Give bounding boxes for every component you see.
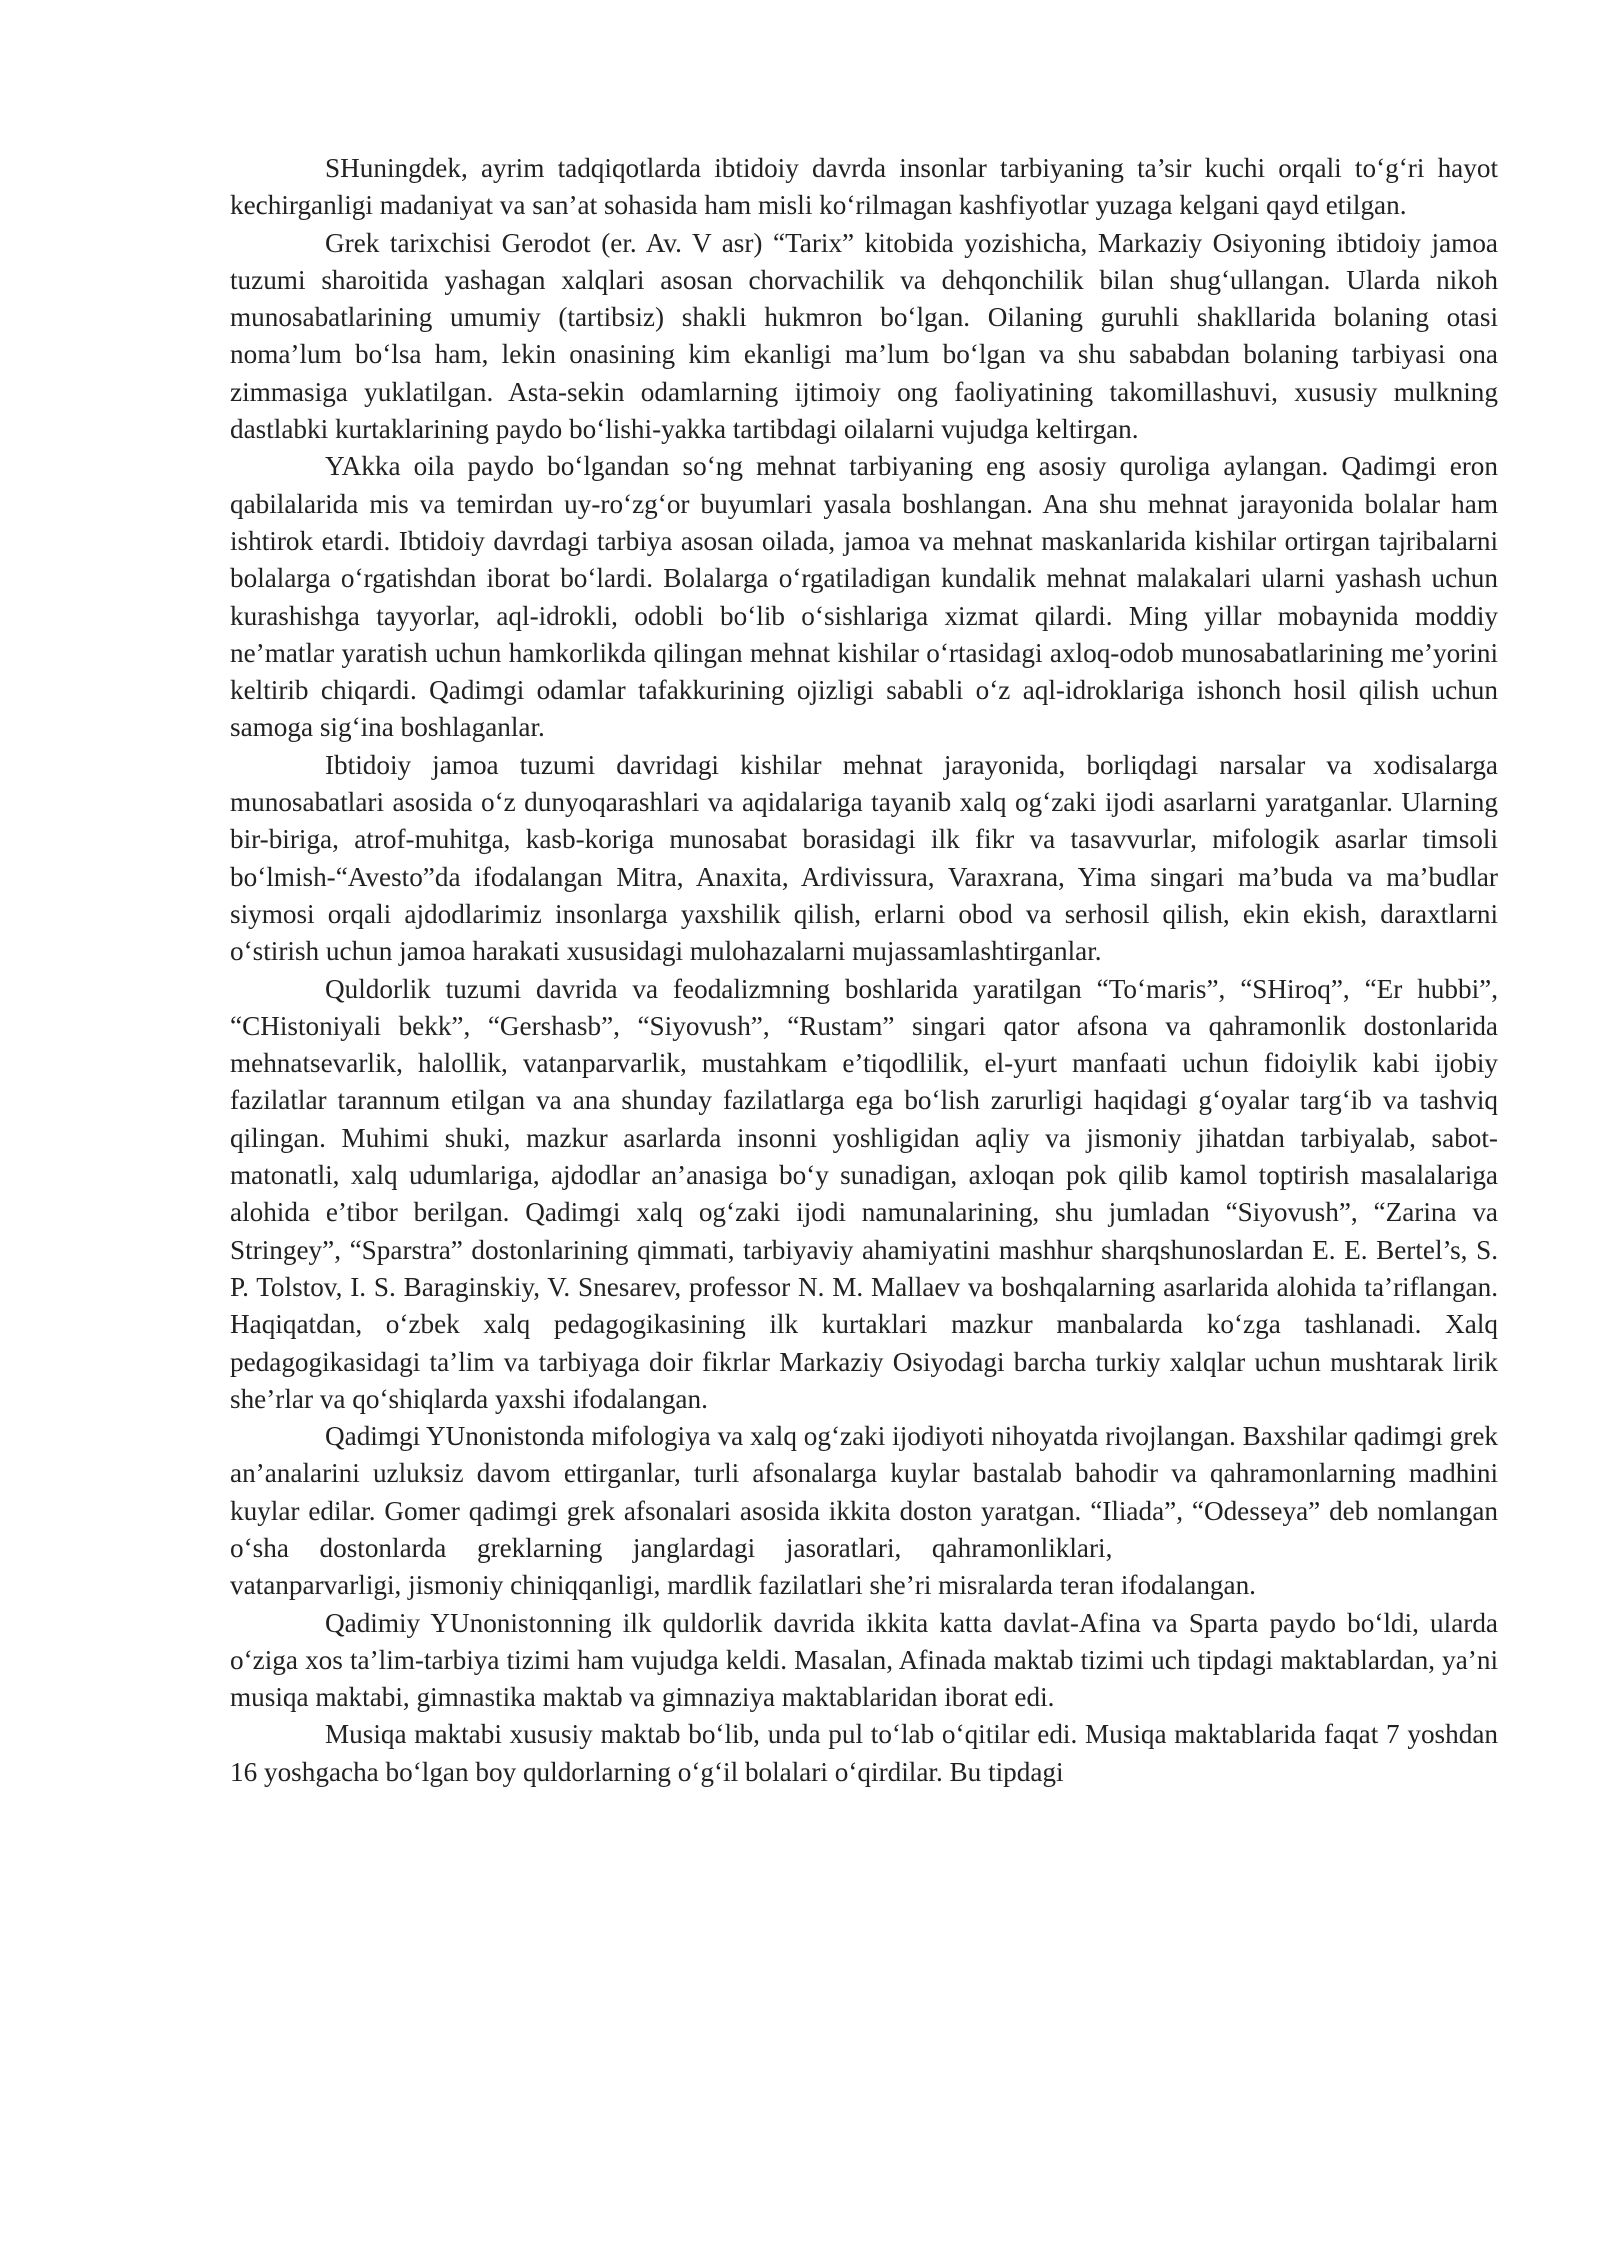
- paragraph-2: Grek tarixchisi Gerodot (er. Av. V asr) “Tarix” kitobida yozishicha, Markaziy Osiyoning ibtidoiy jamoa tuzumi sharoitida yashagan xalqlari asosan chorvachilik va dehqonchilik bilan shug‘ullangan. Ularda nikoh munosabatlarining umumiy (tartibsiz) shakli hukmron bo‘lgan. Oilaning guruhli shakllarida bolaning otasi noma’lum bo‘lsa ham, lekin onasining kim ekanligi ma’lum bo‘lgan va shu sababdan bolaning tarbiyasi ona zimmasiga yuklatilgan. Asta-sekin odamlarning ijtimoiy ong faoliyatining takomillashuvi, xususiy mulkning dastlabki kurtaklarining paydo bo‘lishi-yakka tartibdagi oilalarni vujudga keltirgan.: [230, 227, 1498, 445]
- paragraph-8: Musiqa maktabi xususiy maktab bo‘lib, unda pul to‘lab o‘qitilar edi. Musiqa maktablarida faqat 7 yoshdan 16 yoshgacha bo‘lgan boy quldorlarning o‘g‘il bolalari o‘qirdilar. Bu tipdagi: [230, 1719, 1498, 1787]
- paragraph-1: SHuningdek, ayrim tadqiqotlarda ibtidoiy davrda insonlar tarbiyaning ta’sir kuchi orqali to‘g‘ri hayot kechirganligi madaniyat va san’at sohasida ham misli ko‘rilmagan kashfiyotlar yuzaga kelgani qayd etilgan.: [230, 153, 1498, 221]
- paragraph-3: YAkka oila paydo bo‘lgandan so‘ng mehnat tarbiyaning eng asosiy quroliga aylangan. Qadimgi eron qabilalarida mis va temirdan uy-ro‘zg‘or buyumlari yasala boshlangan. Ana shu mehnat jarayonida bolalar ham ishtirok etardi. Ibtidoiy davrdagi tarbiya asosan oilada, jamoa va mehnat maskanlarida kishilar ortirgan tajribalarni bolalarga o‘rgatishdan iborat bo‘lardi. Bolalarga o‘rgatiladigan kundalik mehnat malakalari ularni yashash uchun kurashishga tayyorlar, aql-idrokli, odobli bo‘lib o‘sishlariga xizmat qilardi. Ming yillar mobaynida moddiy ne’matlar yaratish uchun hamkorlikda qilingan mehnat kishilar o‘rtasidagi axloq-odob munosabatlarining me’yorini keltirib chiqardi. Qadimgi odamlar tafakkurining ojizligi sababli o‘z aql-idroklariga ishonch hosil qilish uchun samoga sig‘ina boshlaganlar.: [230, 451, 1498, 743]
- paragraph-6-text-after-gap: vatanparvarligi, jismoniy chiniqqanligi,: [230, 1570, 661, 1601]
- paragraph-6-text-end: mardlik fazilatlari she’ri misralarda teran ifodalangan.: [667, 1570, 1256, 1601]
- document-page: [230, 150, 1498, 1791]
- paragraph-6: [230, 1418, 1498, 1604]
- paragraph-6-text-start: Qadimgi YUnonistonda mifologiya va xalq og‘zaki ijodiyoti nihoyatda rivojlangan. Baxshilar qadimgi grek an’analarini uzluksiz davom ettirganlar, turli afsonalarga kuylar bastalab bahodir va qahramonlarning madhini kuylar edilar. Gomer qadimgi grek afsonalari asosida ikkita doston yaratgan. “Iliada”, “Odesseya” deb nomlangan o‘sha dostonlarda greklarning janglardagi jasoratlari, qahramonliklari,: [230, 1421, 1498, 1563]
- paragraph-7: Qadimiy YUnonistonning ilk quldorlik davrida ikkita katta davlat-Afina va Sparta paydo bo‘ldi, ularda o‘ziga xos ta’lim-tarbiya tizimi ham vujudga keldi. Masalan, Afinada maktab tizimi uch tipdagi maktablardan, ya’ni musiqa maktabi, gimnastika maktab va gimnaziya maktablaridan iborat edi.: [230, 1607, 1498, 1713]
- paragraph-4: Ibtidoiy jamoa tuzumi davridagi kishilar mehnat jarayonida, borliqdagi narsalar va xodisalarga munosabatlari asosida o‘z dunyoqarashlari va aqidalariga tayanib xalq og‘zaki ijodi asarlarni yaratganlar. Ularning bir-biriga, atrof-muhitga, kasb-koriga munosabat borasidagi ilk fikr va tasavvurlar, mifologik asarlar timsoli bo‘lmish-“Avesto”da ifodalangan Mitra, Anaxita, Ardivissura, Varaxrana, Yima singari ma’buda va ma’budlar siymosi orqali ajdodlarimiz insonlarga yaxshilik qilish, erlarni obod va serhosil qilish, ekin ekish, daraxtlarni o‘stirish uchun jamoa harakati xususidagi mulohazalarni mujassamlashtirganlar.: [230, 749, 1498, 967]
- paragraph-5: Quldorlik tuzumi davrida va feodalizmning boshlarida yaratilgan “To‘maris”, “SHiroq”, “Er hubbi”, “CHistoniyali bekk”, “Gershasb”, “Siyovush”, “Rustam” singari qator afsona va qahramonlik dostonlarida mehnatsevarlik, halollik, vatanparvarlik, mustahkam e’tiqodlilik, el-yurt manfaati uchun fidoiylik kabi ijobiy fazilatlar tarannum etilgan va ana shunday fazilatlarga ega bo‘lish zarurligi haqidagi g‘oyalar targ‘ib va tashviq qilingan. Muhimi shuki, mazkur asarlarda insonni yoshligidan aqliy va jismoniy jihatdan tarbiyalab, sabot-matonatli, xalq udumlariga, ajdodlar an’anasiga bo‘y sunadigan, axloqan pok qilib kamol toptirish masalalariga alohida e’tibor berilgan. Qadimgi xalq og‘zaki ijodi namunalarining, shu jumladan “Siyovush”, “Zarina va Stringey”, “Sparstra” dostonlarining qimmati, tarbiyaviy ahamiyatini mashhur sharqshunoslardan E. E. Bertel’s, S. P. Tolstov, I. S. Baraginskiy, V. Snesarev, professor N. M. Mallaev va boshqalarning asarlarida alohida ta’riflangan. Haqiqatdan, o‘zbek xalq pedagogikasining ilk kurtaklari mazkur manbalarda ko‘zga tashlanadi. Xalq pedagogikasidagi ta’lim va tarbiyaga doir fikrlar Markaziy Osiyodagi barcha turkiy xalqlar uchun mushtarak lirik she’rlar va qo‘shiqlarda yaxshi ifodalangan.: [230, 973, 1498, 1414]
